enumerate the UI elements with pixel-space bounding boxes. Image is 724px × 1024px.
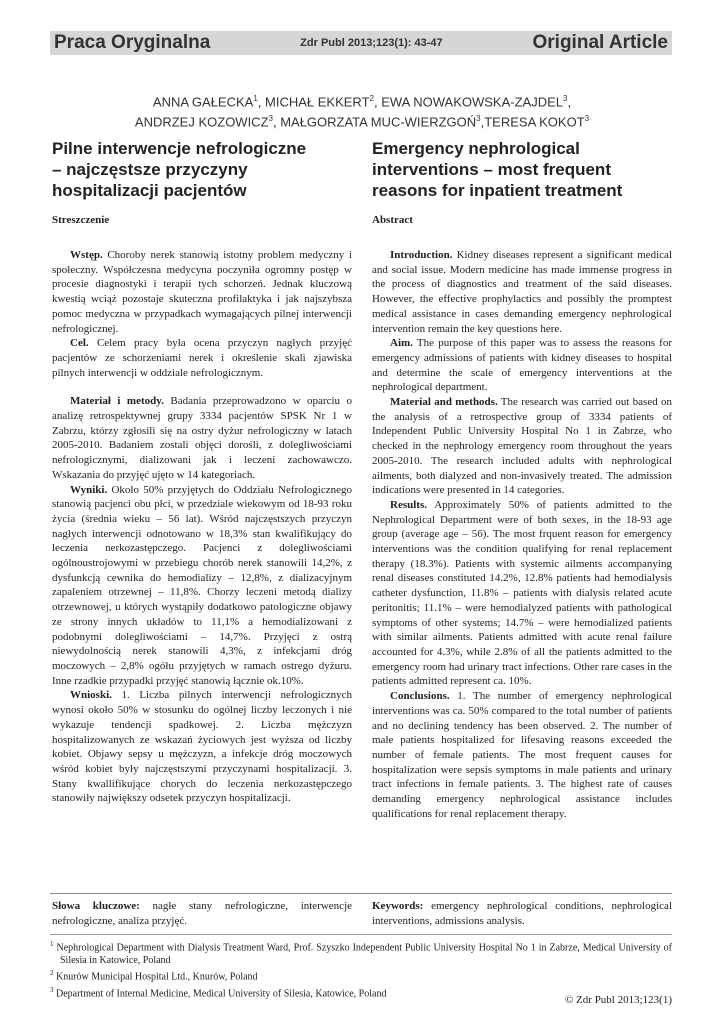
paragraph-label: Cel. — [70, 337, 89, 350]
aim-paragraph — [372, 336, 672, 395]
paragraph-text: Celem pracy była ocena przyczyn nagłych przyjęć pacjentów ze schorzeniami nerek i określenie skali zjawiska pilnych interwencji w oddziale nefrologicznym. — [52, 337, 352, 379]
title-polish — [52, 138, 352, 201]
abstract-heading-english: Abstract — [372, 214, 413, 226]
paragraph-label: Wyniki. — [70, 483, 108, 496]
results-paragraph — [52, 483, 352, 689]
header-english-label: Original Article — [532, 32, 668, 53]
conclusions-paragraph — [52, 688, 352, 806]
intro-paragraph — [52, 248, 352, 336]
title-line: – najczęstsze przyczyny — [52, 160, 248, 179]
journal-header — [50, 31, 672, 55]
results-paragraph — [372, 498, 672, 689]
author-name: ,TERESA KOKOT — [480, 114, 585, 130]
abstract-polish — [52, 248, 352, 806]
title-line: interventions – most frequent — [372, 160, 611, 179]
aim-paragraph — [52, 336, 352, 380]
keywords-polish — [52, 899, 352, 928]
keywords-english — [372, 899, 672, 928]
footnote-text: Nephrological Department with Dialysis Treatment Ward, Prof. Szyszko Independent Public University Hospital No 1 in Zabrze, Medical University of Silesia in Katowice, Poland — [53, 942, 672, 967]
affiliation-mark: 3 — [563, 94, 568, 103]
copyright-notice: © Zdr Publ 2013;123(1) — [564, 994, 672, 1006]
affiliation-mark: 3 — [584, 114, 590, 124]
paragraph-label: Conclusions. — [390, 690, 450, 703]
title-line: Pilne interwencje nefrologiczne — [52, 139, 307, 158]
abstract-heading-polish: Streszczenie — [52, 214, 110, 226]
author-line-2 — [52, 110, 672, 130]
footnote — [50, 967, 672, 983]
author-name: , MICHAŁ EKKERT — [257, 94, 370, 110]
footnote — [50, 938, 672, 967]
intro-paragraph — [372, 248, 672, 336]
paragraph-label: Materiał i metody. — [70, 395, 164, 408]
affiliation-footnotes — [50, 938, 672, 1000]
paragraph-text: Około 50% przyjętych do Oddziału Nefrologicznego stanowią pacjenci obu płci, w przedziale wiekowym od 18-93 roku życia (średnia wieku – 56 lat). Wśród najczęstszych przyczyn nagłych interwencji odnotowano w 18,3% stan kwalifikujący do leczenia nerkozastępczego. Pacjenci z dolegliwościami ogólnoustrojowymi w przebiegu chorób nerek stanowili 14,2%, z dysfunkcją cewnika do hemodializy – 12,8%, z dializacyjnym zapaleniem otrzewnej – 11,8%. Chorzy leczeni metodą dializy otrzewnowej, u których wystąpiły dodatkowo patologiczne objawy ze strony innych układów to 11,1% a hemodializowani z podobnymi dolegliwościami – 14,7%. Przyjęci z ostrą niewydolnością nerek stanowili 4,3%, z infekcjami dróg moczowych – 2,8% ogółu przyjętych w ramach ostrego dyżuru. Inne rzadkie przypadki przyjęć stanowią łącznie ok.10%. — [52, 483, 352, 687]
affiliation-mark: 1 — [253, 94, 258, 103]
paragraph-label: Material and methods. — [390, 396, 498, 409]
paragraph-label: Results. — [390, 498, 427, 511]
affiliation-mark: 3 — [268, 114, 273, 124]
header-citation: Zdr Publ 2013;123(1): 43-47 — [300, 37, 443, 49]
paragraph-text: 1. Liczba pilnych interwencji nefrologicznych wynosi około 50% w stosunku do ogólnej liczby leczonych i nie wykazuje tendencji spadkowej. 2. Liczba mężczyzn hospitalizowanych ze wskazań życiowych jest wyższa od liczby kobiet. Objawy sepsy u mężczyzn, a infekcje dróg moczowych wśród kobiet były najczęstszymi przyczynami hospitalizacji. 3. Stany kwallifikujące chorych do leczenia nerkozastępczego stanowiły największy odsetek przyczyn hospitalizacji. — [52, 689, 352, 805]
footnote-number: 3 — [50, 985, 54, 994]
paragraph-text: The purpose of this paper was to assess the reasons for emergency admissions of patients with kidney diseases to hospital and determine the scale of emergency interventions at the nephrological department. — [372, 337, 672, 394]
paragraph-text: Badania przeprowadzono w oparciu o analizę retrospektywnej grupy 3334 pacjentów SPSK Nr 1 w Zabrzu, którzy zgłosili się na ostry dyżur nefrologiczny w latach 2005-2010. Badaniem zostali objęci dorośli, z dolegliwościami nefrologicznymi, dializowani jak i leczeni zachowawczo. Wskazania do przyjęć ujęto w 14 kategoriach. — [52, 395, 352, 481]
title-english — [372, 138, 672, 201]
paragraph-text: 1. The number of emergency nephrological interventions was ca. 50% compared to the total number of patients and no declining tendency has been observed. 2. The number of male patients hospitalized for lifesaving reasons exceeded the number of female patients. The most frequent causes for hospitalization were sepsis symptoms in male patients and urinary tract infections in female patients. 3. The highest rate of causes demanding emergency nephrological assistance includes qualifications for renal replacement therapy. — [372, 690, 672, 820]
keywords-text: emergency nephrological conditions, nephrological interventions, admissions analysis. — [372, 900, 672, 927]
footnote-number: 1 — [50, 940, 54, 948]
paragraph-label: Aim. — [390, 337, 413, 350]
conclusions-paragraph — [372, 689, 672, 821]
keywords-divider — [50, 893, 672, 894]
keywords-label: Słowa kluczowe: — [52, 900, 140, 912]
footnote-divider — [50, 934, 672, 935]
abstract-english — [372, 248, 672, 821]
methods-paragraph — [372, 395, 672, 498]
keywords-text: nagłe stany nefrologiczne, interwencje nefrologiczne, analiza przyjęć. — [52, 900, 353, 927]
methods-paragraph — [52, 394, 352, 482]
author-list — [52, 90, 672, 131]
affiliation-mark: 3 — [476, 114, 481, 124]
author-line-1: ANNA GAŁECKA$^1$, MICHAŁ EKKERT$^2$, EWA NOWAKOWSKA-ZAJDEL$^3$, — [152, 94, 572, 110]
title-line: Emergency nephrological — [372, 139, 580, 158]
footnote-text: Knurów Municipal Hospital Ltd., Knurów, Poland — [53, 971, 258, 983]
author-name: , EWA NOWAKOWSKA-ZAJDEL — [373, 94, 563, 110]
author-name: , MAŁGORZATA MUC-WIERZGOŃ — [272, 114, 477, 130]
paragraph-text: The research was carried out based on the analysis of a retrospective group of 3334 patients of Independent Public University Hospital No 1 in Zabrze, who checked in the nephrology emergency room throughout the years 2005-2010. The research included adults with nephrological ailments, both dialyzed and non-invasively treated. The admission indications were presented in 14 categories. — [372, 396, 673, 497]
affiliation-mark: 2 — [369, 94, 374, 103]
keywords-label: Keywords: — [372, 900, 424, 912]
author-name: ANNA GAŁECKA — [152, 94, 254, 110]
author-name: ANDRZEJ KOZOWICZ — [134, 114, 269, 130]
title-line: reasons for inpatient treatment — [372, 181, 623, 200]
header-polish-label: Praca Oryginalna — [54, 32, 211, 53]
title-line: hospitalizacji pacjentów — [52, 181, 247, 200]
paragraph-label: Introduction. — [390, 249, 453, 261]
footnote-text: Department of Internal Medicine, Medical University of Silesia, Katowice, Poland — [53, 987, 387, 999]
paragraph-text: Choroby nerek stanowią istotny problem medyczny i społeczny. Współczesna medycyna poczyniła ogromny postęp w procesie diagnostyki i terapii tych schorzeń. Jednak kluczową kwestią wciąż pozostaje skuteczna profilaktyka i jak najszybsza pomoc medyczna w przypadkach wymagających pilnej interwencji nefrologicznej. — [52, 249, 352, 335]
paragraph-label: Wnioski. — [70, 689, 112, 702]
paragraph-text: Kidney diseases represent a significant medical and social issue. Modern medicine has made immense progress in the process of diagnostics and treatment of the said diseases. However, the effective prophylactics and possibly the promptest medical assistance in cases demanding emergency nephrological intervention remain the key questions here. — [372, 249, 672, 335]
paragraph-label: Wstęp. — [70, 249, 103, 261]
paragraph-text: Approximately 50% of patients admitted to the Nephrological Department were of both sexes, in the 18-93 age group (average age – 56). The most frquent reason for emergency interventions was the condition qualifying for renal replacement therapy (18.3%). Patients with systemic ailments accompanying renal diseases constituted 14.2%, 12.8% patients had hemodialysis catheter dysfunction, 11.8% – patients with dialysis related acute peritonitis; 11.1% – were hemodialyzed patients with pathological symptoms of other systems; 14.7% – were hemodialized patients with similar ailments. Patients admitted with acute renal failure accounted for 4.3%, while 2.8% of all the patients admitted to the emergency room had urinary tract infections. Other rare cases in the patients admitted represent ca. 10%. — [372, 498, 672, 688]
footnote-number: 2 — [50, 969, 54, 978]
